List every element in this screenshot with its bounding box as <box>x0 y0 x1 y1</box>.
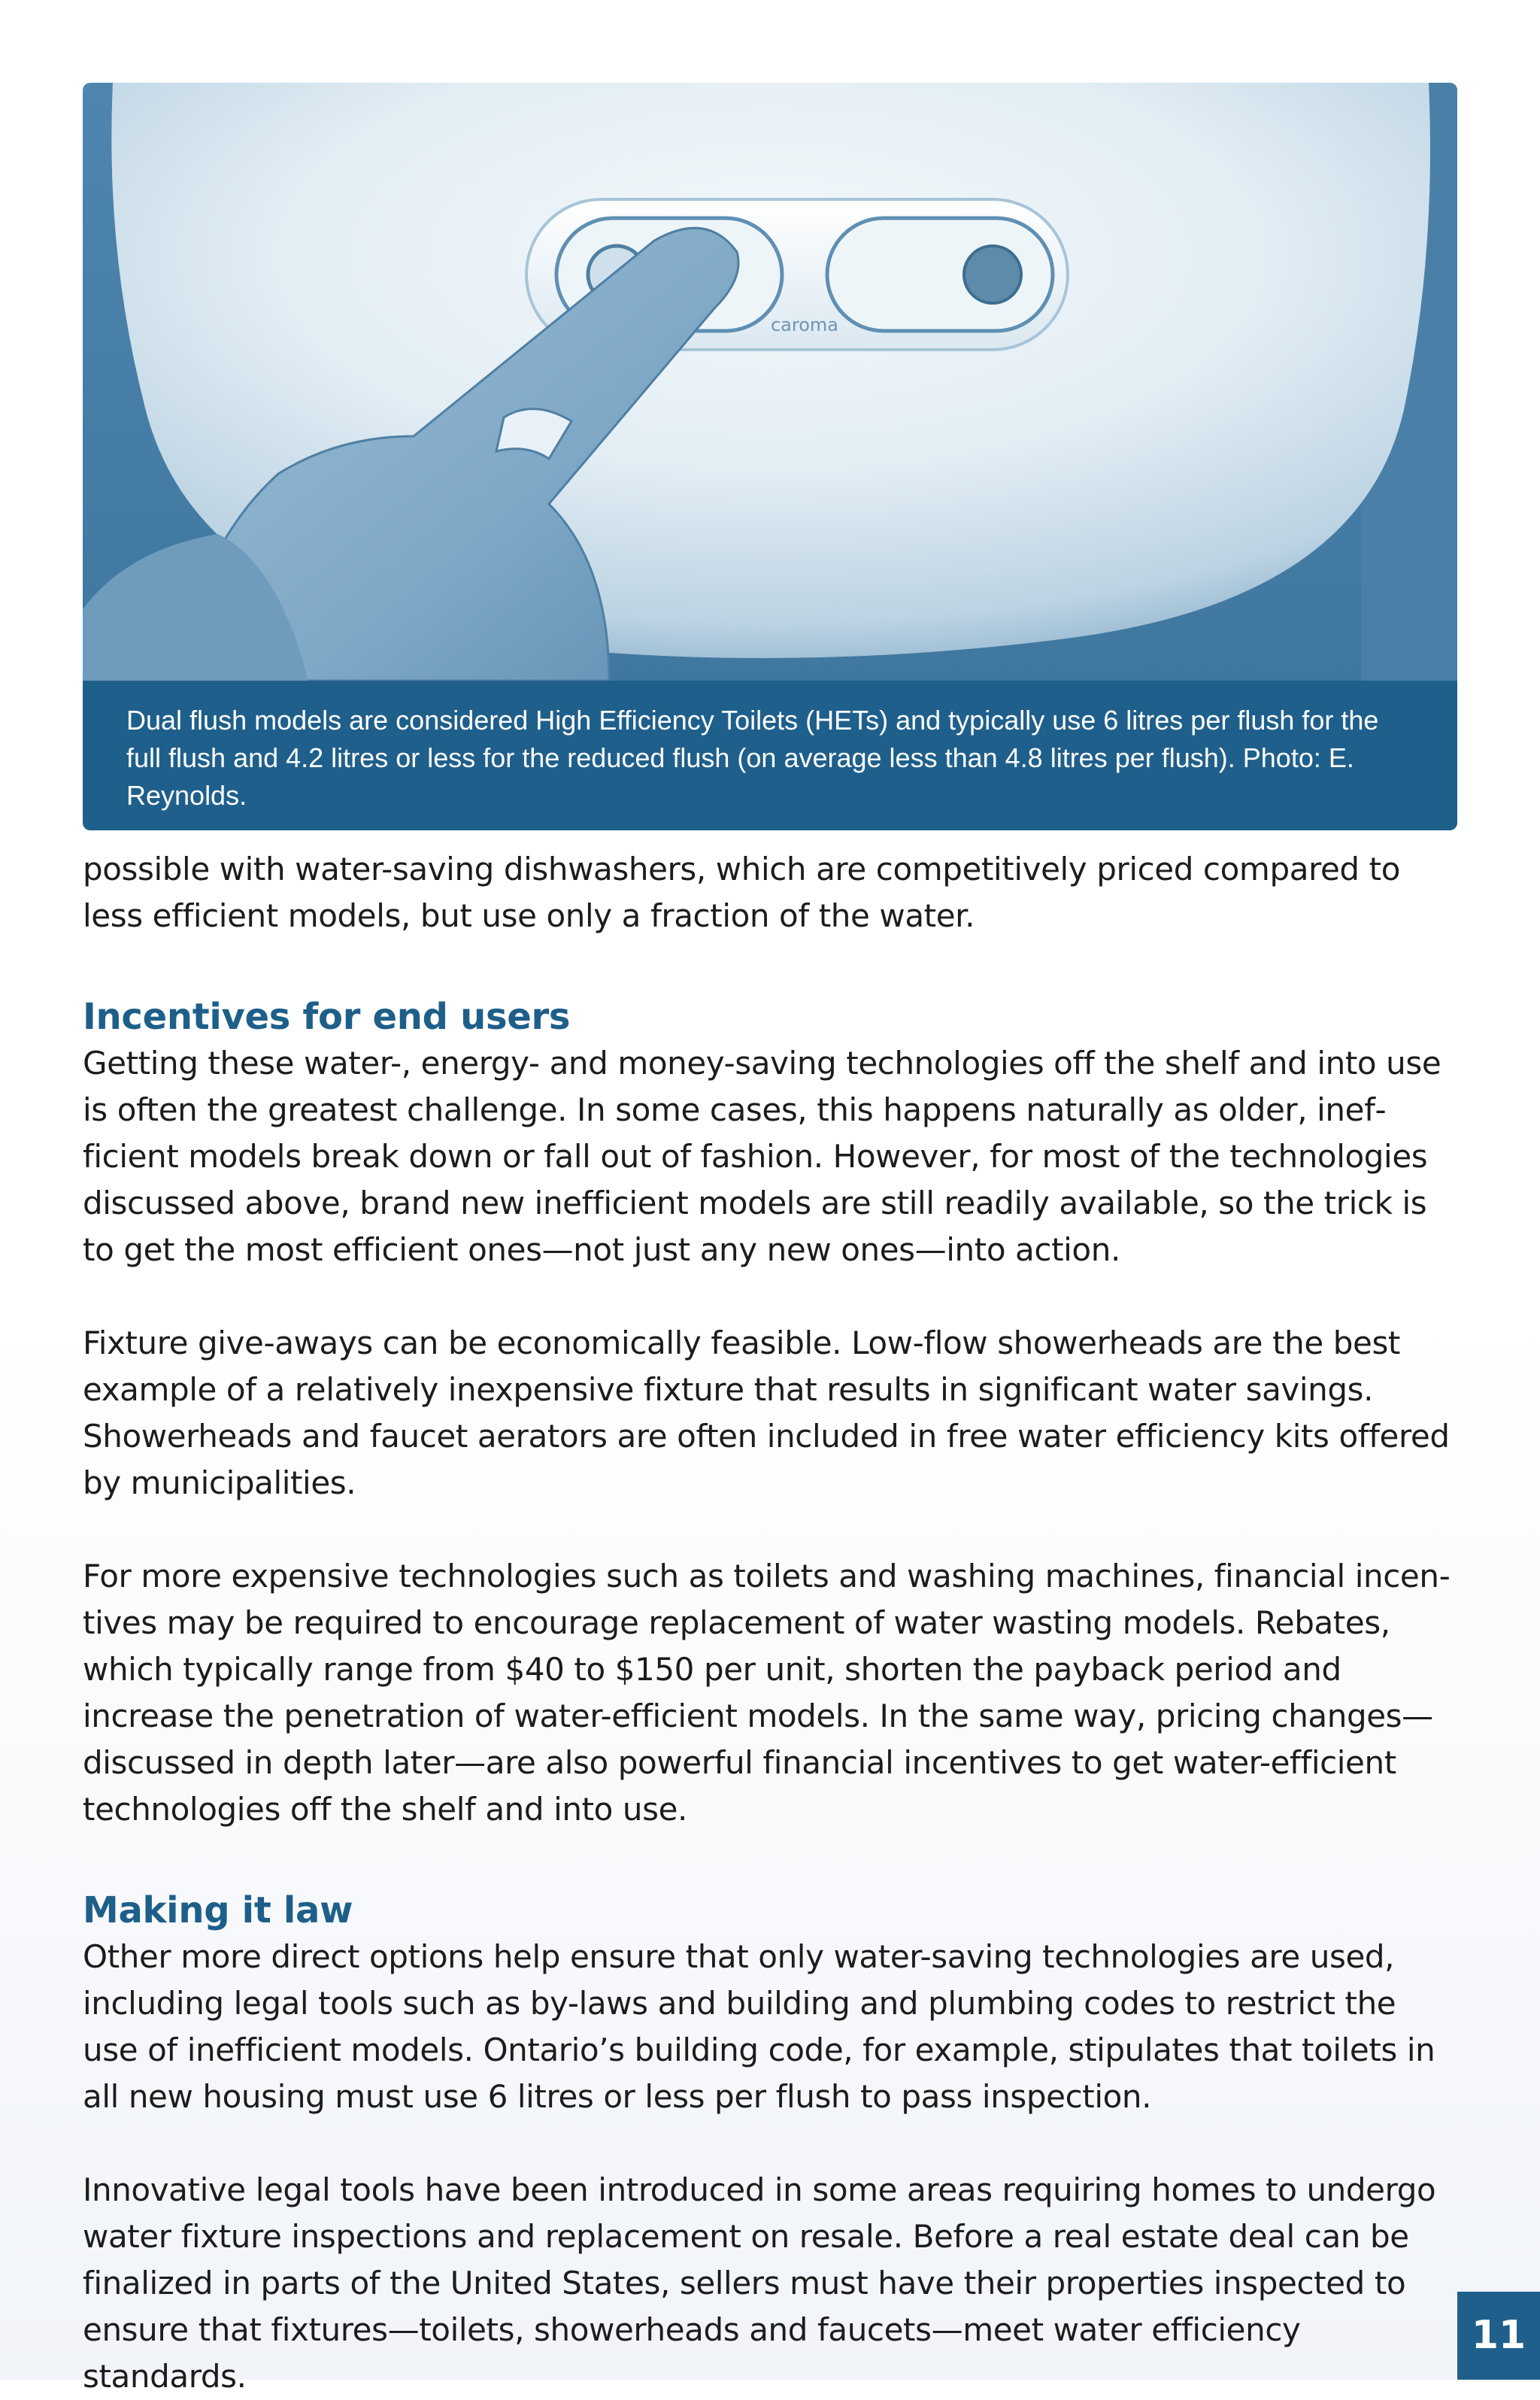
caption-box <box>83 681 1457 830</box>
intro-paragraph: possible with water-saving dishwashers, which are competitively priced compared to less efficient models, but use only a fraction of the water. <box>83 851 1400 934</box>
brand-label: caroma <box>770 314 839 335</box>
section-heading-making-it-law: Making it law <box>83 1889 353 1931</box>
paragraph: Getting these water-, energy- and money-saving technologies off the shelf and into use is often the greatest challenge. In some cases, this happens naturally as older, inefficient models break down or fall out of fashion. However, for most of the technologies discussed above, brand new inefficient models are still readily available, so the trick is to get the most efficient ones—not just any new ones—into action. <box>83 1045 1441 1268</box>
paragraph: Fixture give-aways can be economically feasible. Low-flow showerheads are the best example of a relatively inexpensive fixture that results in significant water savings. Showerheads and faucet aerators are often included in free water efficiency kits offered by municipalities. <box>83 1324 1450 1501</box>
paragraph: Innovative legal tools have been introduced in some areas requiring homes to undergo water fixture inspections and replacement on resale. Before a real estate deal can be finalized in parts of the United States, sellers must have their properties inspected to ensure that fixtures—toilets, showerheads and faucets—meet water efficiency standards. <box>83 2171 1436 2395</box>
figure-caption: Dual flush models are considered High Efficiency Toilets (HETs) and typically use 6 litres per flush for the full flush and 4.2 litres or less for the reduced flush (on average less than 4.8 litres per flush). Photo: E. Reynolds. <box>126 705 1379 811</box>
page-number: 11 <box>1457 2292 1540 2380</box>
toilet-dual-flush-photo <box>83 83 1457 681</box>
section-heading-incentives: Incentives for end users <box>83 996 571 1038</box>
paragraph: Other more direct options help ensure that only water-saving technologies are used, including legal tools such as by-laws and building and plumbing codes to restrict the use of inefficient models. Ontario’s building code, for example, stipulates that toilets in all new housing must use 6 litres or less per flush to pass inspection. <box>83 1938 1435 2115</box>
paragraph: For more expensive technologies such as toilets and washing machines, financial incentives may be required to encourage replacement of water wasting models. Rebates, which typically range from $40 to $150 per unit, shorten the payback period and increase the penetration of water-efficient models. In the same way, pricing changes—discussed in depth later—are also powerful financial incentives to get water-efficient technologies off the shelf and into use. <box>83 1558 1451 1828</box>
figure <box>83 83 1457 830</box>
body-text <box>83 846 1459 2400</box>
